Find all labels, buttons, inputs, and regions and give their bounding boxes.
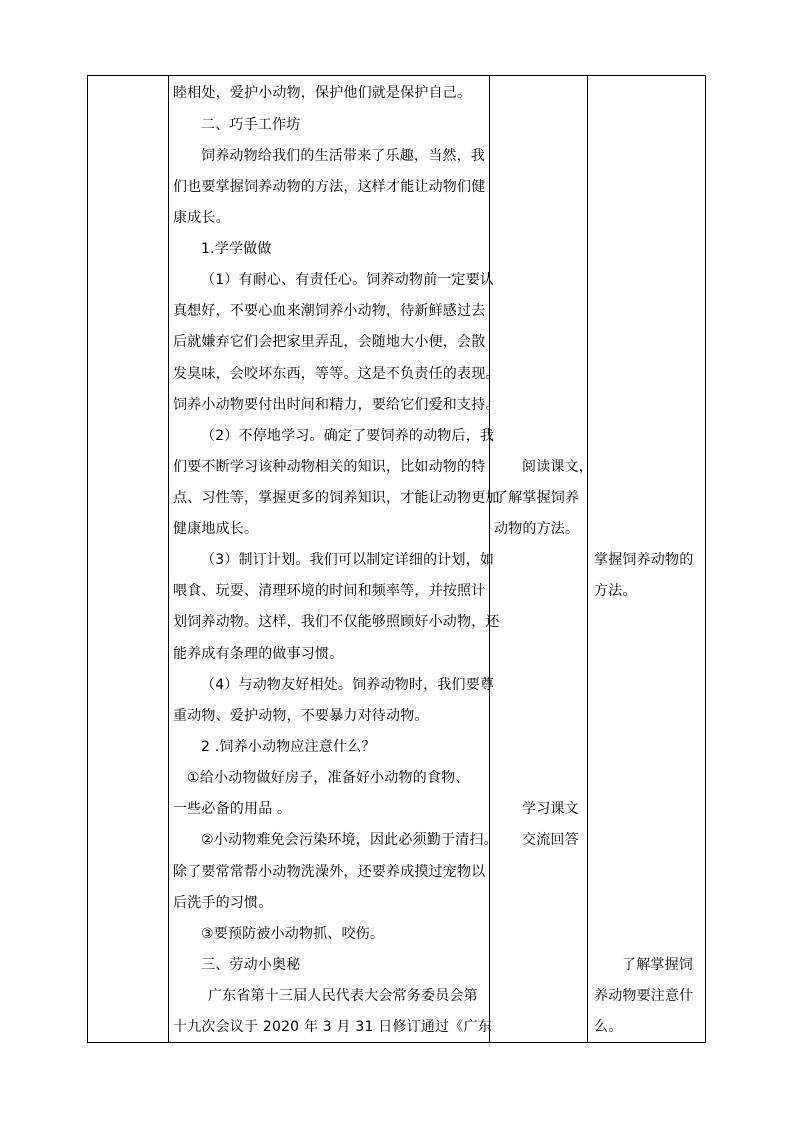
activity-text: 交流回答 bbox=[522, 832, 579, 848]
content-line: 健康地成长。 bbox=[173, 521, 259, 537]
content-line: ②小动物难免会污染环境，因此必须勤于清扫。 bbox=[201, 832, 498, 848]
objective-text: 么。 bbox=[594, 1019, 623, 1035]
content-line: 除了要常常帮小动物洗澡外，还要养成摸过宠物以 bbox=[173, 864, 486, 880]
content-line: 发臭味，会咬坏东西，等等。这是不负责任的表现。 bbox=[173, 366, 500, 382]
content-line: 一些必备的用品 。 bbox=[173, 801, 292, 817]
content-line: 饲养动物给我们的生活带来了乐趣，当然，我 bbox=[201, 148, 485, 164]
content-line: 划饲养动物。这样，我们不仅能够照顾好小动物，还 bbox=[173, 614, 500, 630]
content-line: （3）制订计划。我们可以制定详细的计划，如 bbox=[201, 552, 495, 568]
objective-text: 养动物要注意什 bbox=[594, 988, 694, 1004]
objective-text: 掌握饲养动物的 bbox=[594, 552, 694, 568]
activity-text: 阅读课文， bbox=[522, 459, 593, 475]
content-line: （1）有耐心、有责任心。饲养动物前一定要认 bbox=[201, 272, 495, 288]
content-line: （2）不停地学习。确定了要饲养的动物后，我 bbox=[201, 428, 495, 444]
activity-text: 动物的方法。 bbox=[494, 521, 580, 537]
objective-text: 了解掌握饲 bbox=[622, 957, 693, 973]
content-line: 真想好，不要心血来潮饲养小动物，待新鲜感过去 bbox=[173, 303, 486, 319]
content-line: 们也要掌握饲养动物的方法，这样才能让动物们健 bbox=[173, 179, 486, 195]
content-line: 重动物、爱护动物，不要暴力对待动物。 bbox=[173, 708, 429, 724]
column-divider-3 bbox=[587, 76, 588, 1042]
content-line: 康成长。 bbox=[173, 210, 230, 226]
content-line: 能养成有条理的做事习惯。 bbox=[173, 646, 344, 662]
objective-text: 方法。 bbox=[594, 583, 637, 599]
content-line: 们要不断学习该种动物相关的知识，比如动物的特 bbox=[173, 459, 486, 475]
subsection-heading: 2 .饲养小动物应注意什么？ bbox=[201, 739, 376, 755]
content-line: ③要预防被小动物抓、咬伤。 bbox=[201, 926, 385, 942]
subsection-heading: 1.学学做做 bbox=[201, 241, 272, 257]
content-line: 睦相处，爱护小动物，保护他们就是保护自己。 bbox=[173, 85, 472, 101]
content-line: 十九次会议于 2020 年 3 月 31 日修订通过《广东 bbox=[173, 1019, 492, 1035]
section-heading: 二、巧手工作坊 bbox=[201, 117, 301, 133]
activity-text: 了解掌握饲养 bbox=[494, 490, 580, 506]
content-line: 后洗手的习惯。 bbox=[173, 895, 273, 911]
content-line: ①给小动物做好房子，准备好小动物的食物、 bbox=[187, 770, 470, 786]
content-line: 后就嫌弃它们会把家里弄乱，会随地大小便，会散 bbox=[173, 334, 486, 350]
column-divider-1 bbox=[168, 76, 169, 1042]
content-line: 喂食、玩耍、清理环境的时间和频率等，并按照计 bbox=[173, 583, 486, 599]
content-line: （4）与动物友好相处。饲养动物时，我们要尊 bbox=[201, 677, 495, 693]
section-heading: 三、劳动小奥秘 bbox=[201, 957, 301, 973]
content-line: 饲养小动物要付出时间和精力，要给它们爱和支持。 bbox=[173, 397, 500, 413]
content-line: 点、习性等，掌握更多的饲养知识，才能让动物更加 bbox=[173, 490, 500, 506]
content-line: 广东省第十三届人民代表大会常务委员会第 bbox=[208, 988, 478, 1004]
activity-text: 学习课文 bbox=[522, 801, 579, 817]
